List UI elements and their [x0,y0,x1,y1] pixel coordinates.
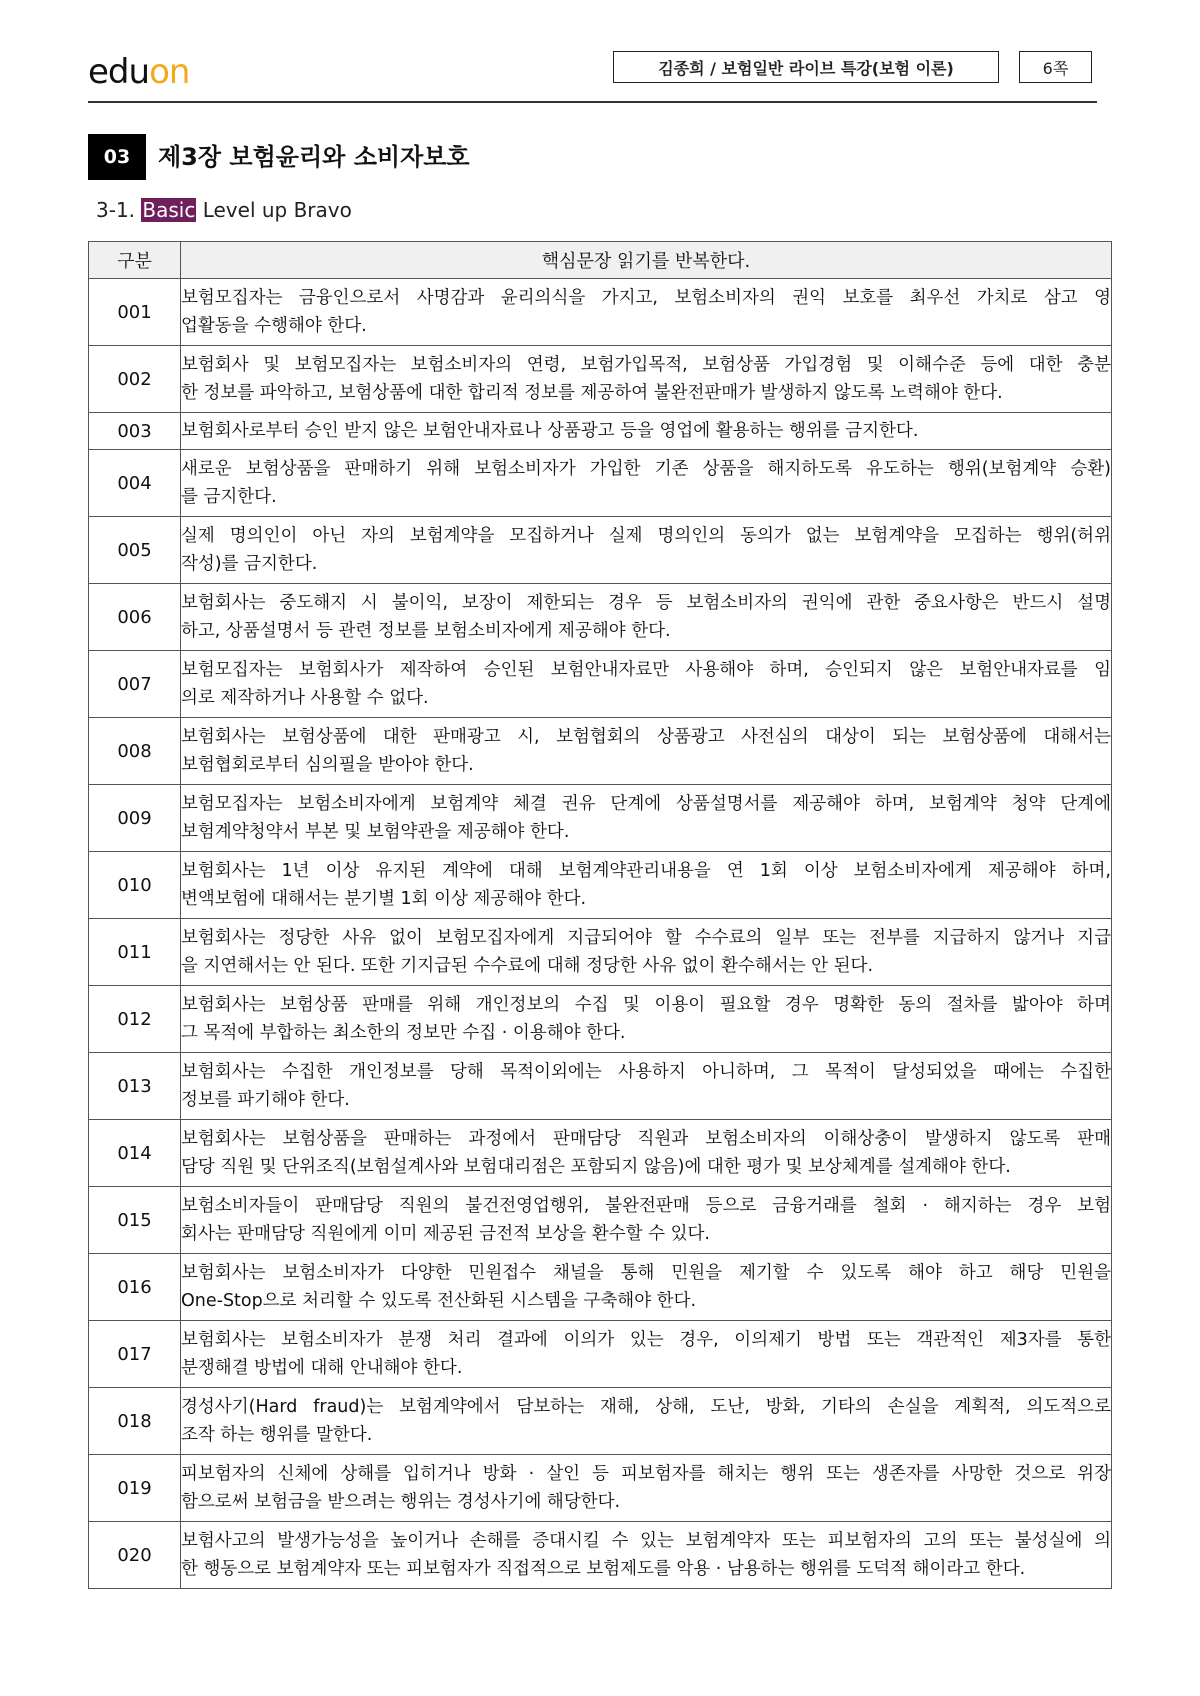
row-id: 002 [89,346,181,413]
row-sentence [181,1388,1112,1455]
column-header-sentence: 핵심문장 읽기를 반복한다. [181,242,1112,279]
column-header-id: 구분 [89,242,181,279]
section-highlight: Basic [142,198,196,222]
row-sentence [181,450,1112,517]
sentence-line: 작성)를 금지한다. [181,554,318,574]
row-id: 001 [89,279,181,346]
table-row [89,1455,1112,1522]
table-row [89,413,1112,450]
sentence-line: 하고, 상품설명서 등 관련 정보를 보험소비자에게 제공해야 한다. [181,621,671,641]
sentence-line: 회사는 판매담당 직원에게 이미 제공된 금전적 보상을 환수할 수 있다. [181,1224,710,1244]
row-sentence [181,517,1112,584]
table-row [89,852,1112,919]
row-sentence [181,279,1112,346]
eduon-logo [88,52,189,92]
row-sentence [181,852,1112,919]
sentence-line: 보험사고의 발생가능성을 높이거나 손해를 증대시킬 수 있는 보험계약자 또는 피보험자의 고의 또는 불성실에 의 [181,1531,1111,1551]
row-sentence [181,1254,1112,1321]
row-sentence [181,346,1112,413]
sentence-line: 보험회사는 정당한 사유 없이 보험모집자에게 지급되어야 할 수수료의 일부 또는 전부를 지급하지 않거나 지급 [181,928,1111,948]
row-id: 011 [89,919,181,986]
core-sentence-table [88,241,1112,1589]
table-row [89,1522,1112,1589]
row-sentence [181,1321,1112,1388]
sentence-line: 보험모집자는 금융인으로서 사명감과 윤리의식을 가지고, 보험소비자의 권익 보호를 최우선 가치로 삼고 영 [181,288,1111,308]
sentence-line: 보험회사는 보험상품을 판매하는 과정에서 판매담당 직원과 보험소비자의 이해상충이 발생하지 않도록 판매 [181,1129,1111,1149]
row-id: 008 [89,718,181,785]
sentence-line: 보험계약청약서 부본 및 보험약관을 제공해야 한다. [181,822,570,842]
sentence-line: 실제 명의인이 아닌 자의 보험계약을 모집하거나 실제 명의인의 동의가 없는 보험계약을 모집하는 행위(허위 [181,526,1111,546]
sentence-line: 보험회사는 보험상품에 대한 판매광고 시, 보험협회의 상품광고 사전심의 대상이 되는 보험상품에 대해서는 [181,727,1111,747]
table-row [89,718,1112,785]
table-row [89,346,1112,413]
table-row [89,279,1112,346]
sentence-line: 경성사기(Hard fraud)는 보험계약에서 담보하는 재해, 상해, 도난, 방화, 기타의 손실을 계획적, 의도적으로 [181,1397,1111,1417]
sentence-line: 한 행동으로 보험계약자 또는 피보험자가 직접적으로 보험제도를 악용 · 남용하는 행위를 도덕적 해이라고 한다. [181,1559,1026,1579]
table-row [89,1388,1112,1455]
row-sentence [181,651,1112,718]
sentence-line: 보험협회로부터 심의필을 받아야 한다. [181,755,474,775]
sentence-line: 보험회사 및 보험모집자는 보험소비자의 연령, 보험가입목적, 보험상품 가입경험 및 이해수준 등에 대한 충분 [181,355,1111,375]
course-title-box: 김종희 / 보험일반 라이브 특강(보험 이론) [613,51,999,83]
sentence-line: 를 금지한다. [181,487,277,507]
row-id: 010 [89,852,181,919]
row-id: 015 [89,1187,181,1254]
table-row [89,517,1112,584]
table-row [89,785,1112,852]
chapter-title: 제3장 보험윤리와 소비자보호 [158,143,470,171]
header-divider [88,101,1097,103]
row-sentence [181,1455,1112,1522]
row-sentence [181,413,1112,450]
sentence-line: 보험모집자는 보험회사가 제작하여 승인된 보험안내자료만 사용해야 하며, 승인되지 않은 보험안내자료를 임 [181,660,1111,680]
sentence-line: 정보를 파기해야 한다. [181,1090,350,1110]
row-id: 017 [89,1321,181,1388]
table-row [89,986,1112,1053]
sentence-line: 담당 직원 및 단위조직(보험설계사와 보험대리점은 포함되지 않음)에 대한 평가 및 보상체계를 설계해야 한다. [181,1157,1011,1177]
sentence-line: 보험회사로부터 승인 받지 않은 보험안내자료나 상품광고 등을 영업에 활용하는 행위를 금지한다. [181,421,919,441]
row-sentence [181,1053,1112,1120]
row-sentence [181,718,1112,785]
row-sentence [181,919,1112,986]
chapter-number-badge: 03 [88,134,146,180]
row-id: 020 [89,1522,181,1589]
table-row [89,1053,1112,1120]
sentence-line: 조작 하는 행위를 말한다. [181,1425,373,1445]
sentence-line: 피보험자의 신체에 상해를 입히거나 방화 · 살인 등 피보험자를 해치는 행위 또는 생존자를 사망한 것으로 위장 [181,1464,1111,1484]
row-id: 004 [89,450,181,517]
row-id: 005 [89,517,181,584]
row-sentence [181,1120,1112,1187]
row-sentence [181,986,1112,1053]
row-id: 007 [89,651,181,718]
sentence-line: 보험모집자는 보험소비자에게 보험계약 체결 권유 단계에 상품설명서를 제공해야 하며, 보험계약 청약 단계에 [181,794,1111,814]
table-row [89,584,1112,651]
sentence-line: 함으로써 보험금을 받으려는 행위는 경성사기에 해당한다. [181,1492,621,1512]
section-heading [96,196,352,224]
sentence-line: 보험회사는 보험소비자가 다양한 민원접수 채널을 통해 민원을 제기할 수 있도록 해야 하고 해당 민원을 [181,1263,1111,1283]
row-sentence [181,1187,1112,1254]
section-rest: Level up Bravo [202,198,352,222]
row-id: 013 [89,1053,181,1120]
sentence-line: 업활동을 수행해야 한다. [181,316,367,336]
sentence-line: 을 지연해서는 안 된다. 또한 기지급된 수수료에 대해 정당한 사유 없이 환수해서는 안 된다. [181,956,874,976]
sentence-line: 보험회사는 보험상품 판매를 위해 개인정보의 수집 및 이용이 필요할 경우 명확한 동의 절차를 밟아야 하며 [181,995,1111,1015]
table-row [89,1120,1112,1187]
sentence-line: One-Stop으로 처리할 수 있도록 전산화된 시스템을 구축해야 한다. [181,1291,697,1311]
table-row [89,919,1112,986]
table-row [89,651,1112,718]
row-id: 016 [89,1254,181,1321]
table-row [89,1321,1112,1388]
sentence-line: 그 목적에 부합하는 최소한의 정보만 수집 · 이용해야 한다. [181,1023,626,1043]
row-id: 019 [89,1455,181,1522]
sentence-line: 변액보험에 대해서는 분기별 1회 이상 제공해야 한다. [181,889,587,909]
sentence-line: 보험소비자들이 판매담당 직원의 불건전영업행위, 불완전판매 등으로 금융거래를 철회 · 해지하는 경우 보험 [181,1196,1111,1216]
row-id: 012 [89,986,181,1053]
sentence-line: 보험회사는 1년 이상 유지된 계약에 대해 보험계약관리내용을 연 1회 이상 보험소비자에게 제공해야 하며, [181,861,1111,881]
table-row [89,450,1112,517]
row-id: 018 [89,1388,181,1455]
table-row [89,1187,1112,1254]
row-sentence [181,584,1112,651]
page-number-box: 6쪽 [1019,51,1092,83]
table-header-row [89,242,1112,279]
sentence-line: 보험회사는 수집한 개인정보를 당해 목적이외에는 사용하지 아니하며, 그 목적이 달성되었을 때에는 수집한 [181,1062,1111,1082]
row-id: 006 [89,584,181,651]
row-id: 003 [89,413,181,450]
sentence-line: 보험회사는 중도해지 시 불이익, 보장이 제한되는 경우 등 보험소비자의 권익에 관한 중요사항은 반드시 설명 [181,593,1111,613]
logo-text-accent: on [149,52,190,92]
sentence-line: 의로 제작하거나 사용할 수 없다. [181,688,429,708]
row-sentence [181,1522,1112,1589]
sentence-line: 보험회사는 보험소비자가 분쟁 처리 결과에 이의가 있는 경우, 이의제기 방법 또는 객관적인 제3자를 통한 [181,1330,1111,1350]
row-sentence [181,785,1112,852]
sentence-line: 새로운 보험상품을 판매하기 위해 보험소비자가 가입한 기존 상품을 해지하도록 유도하는 행위(보험계약 승환) [181,459,1111,479]
sentence-line: 분쟁해결 방법에 대해 안내해야 한다. [181,1358,463,1378]
sentence-line: 한 정보를 파악하고, 보험상품에 대한 합리적 정보를 제공하여 불완전판매가 발생하지 않도록 노력해야 한다. [181,383,1003,403]
row-id: 014 [89,1120,181,1187]
logo-text-dark: edu [88,52,150,92]
row-id: 009 [89,785,181,852]
table-row [89,1254,1112,1321]
section-prefix: 3-1. [96,198,136,222]
